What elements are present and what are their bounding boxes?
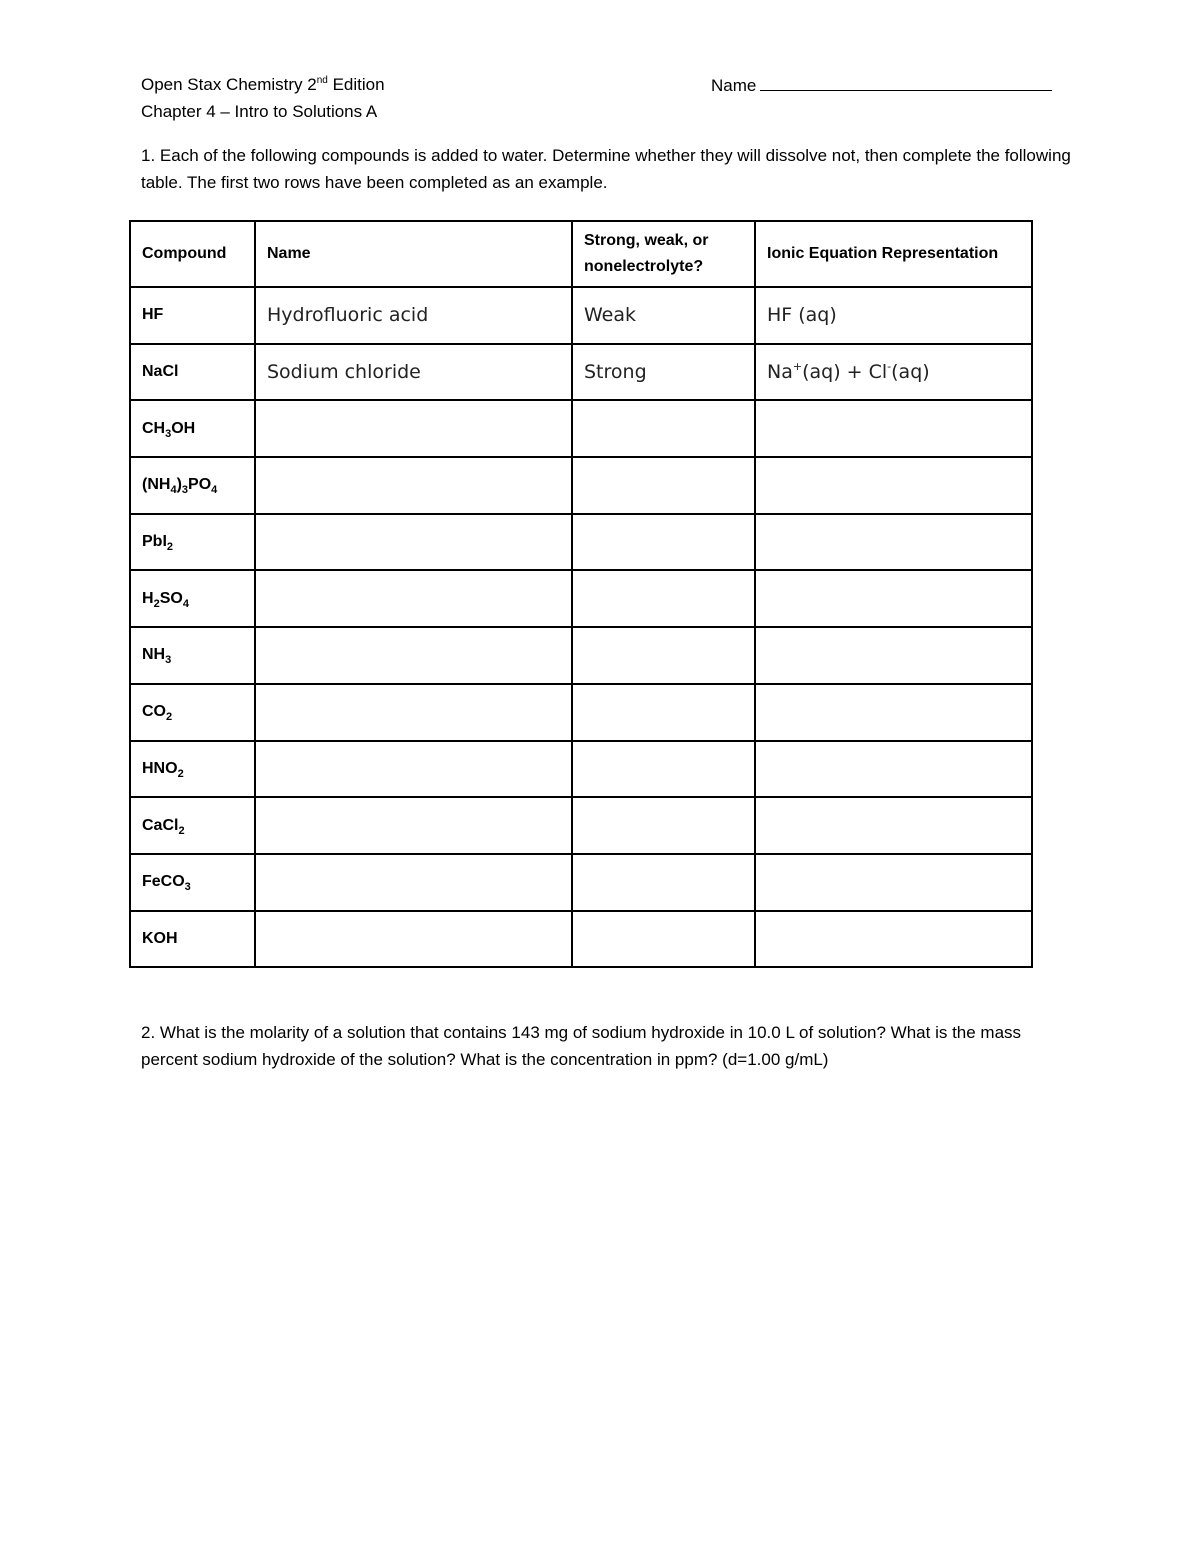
compound-cell: $CO_2$	[130, 684, 255, 741]
header-compound: Compound	[130, 221, 255, 287]
equation-cell[interactable]: HF (aq)	[755, 287, 1032, 344]
table-row	[130, 400, 1032, 457]
compound-cell: FeCO$_3$	[130, 854, 255, 911]
question-2	[141, 1019, 1071, 1073]
type-cell[interactable]	[572, 911, 755, 968]
table-row	[130, 457, 1032, 514]
type-cell[interactable]: Strong	[572, 344, 755, 401]
equation-cell[interactable]	[755, 854, 1032, 911]
table-row	[130, 514, 1032, 571]
header-name: Name	[255, 221, 572, 287]
equation-cell[interactable]	[755, 911, 1032, 968]
compound-cell: PbI$_2$	[130, 514, 255, 571]
table-row	[130, 741, 1032, 798]
compound-cell: HF	[130, 287, 255, 344]
name-cell[interactable]	[255, 797, 572, 854]
compound-cell: CaCl$_2$	[130, 797, 255, 854]
type-cell[interactable]	[572, 400, 755, 457]
compound-table	[129, 220, 1033, 968]
compound-cell: $NH_3$	[130, 627, 255, 684]
type-cell[interactable]	[572, 684, 755, 741]
name-cell[interactable]	[255, 570, 572, 627]
equation-cell[interactable]	[755, 400, 1032, 457]
table-row	[130, 684, 1032, 741]
name-cell[interactable]: Hydrofluoric acid	[255, 287, 572, 344]
name-cell[interactable]	[255, 741, 572, 798]
type-cell[interactable]	[572, 457, 755, 514]
type-cell[interactable]: Weak	[572, 287, 755, 344]
compound-cell: NaCl	[130, 344, 255, 401]
equation-cell[interactable]	[755, 514, 1032, 571]
name-field[interactable]	[711, 75, 1052, 96]
header-ionic-equation: Ionic Equation Representation	[755, 221, 1032, 287]
name-cell[interactable]	[255, 514, 572, 571]
table-header-row	[130, 221, 1032, 287]
name-label: Name	[711, 76, 757, 95]
chapter-title: Chapter 4 – Intro to Solutions A	[141, 102, 378, 121]
name-cell[interactable]	[255, 627, 572, 684]
table-row	[130, 854, 1032, 911]
type-cell[interactable]	[572, 797, 755, 854]
type-cell[interactable]	[572, 854, 755, 911]
equation-cell[interactable]	[755, 797, 1032, 854]
table-row	[130, 911, 1032, 968]
equation-cell[interactable]	[755, 570, 1032, 627]
equation-cell[interactable]	[755, 627, 1032, 684]
equation-cell[interactable]	[755, 684, 1032, 741]
name-cell[interactable]	[255, 854, 572, 911]
name-cell[interactable]: Sodium chloride	[255, 344, 572, 401]
name-cell[interactable]	[255, 400, 572, 457]
equation-cell[interactable]	[755, 741, 1032, 798]
table-row	[130, 287, 1032, 344]
table-row	[130, 570, 1032, 627]
equation-cell[interactable]	[755, 457, 1032, 514]
type-cell[interactable]	[572, 741, 755, 798]
question-2-text: 2. What is the molarity of a solution that contains 143 mg of sodium hydroxide in 10.0 L of solution? What is the mass percent sodium hydroxide of the solution? What is the concentration in ppm? (d=1.00 g/mL)	[141, 1023, 1022, 1069]
type-cell[interactable]	[572, 514, 755, 571]
compound-cell: $HNO_2$	[130, 741, 255, 798]
question-1-text: 1. Each of the following compounds is added to water. Determine whether they will dissolve not, then complete the following table. The first two rows have been completed as an example.	[141, 146, 1071, 192]
compound-cell: $H_2SO_4$	[130, 570, 255, 627]
compound-cell: $CH_3OH$	[130, 400, 255, 457]
type-cell[interactable]	[572, 570, 755, 627]
table-row	[130, 627, 1032, 684]
question-1	[141, 142, 1071, 196]
name-cell[interactable]	[255, 457, 572, 514]
equation-cell[interactable]: Na+(aq) + Cl-(aq)	[755, 344, 1032, 401]
table-row	[130, 797, 1032, 854]
header-electrolyte-type: Strong, weak, or nonelectrolyte?	[572, 221, 755, 287]
course-title: Open Stax Chemistry 2nd Edition	[141, 75, 385, 94]
type-cell[interactable]	[572, 627, 755, 684]
name-cell[interactable]	[255, 684, 572, 741]
compound-cell: KOH	[130, 911, 255, 968]
table-row	[130, 344, 1032, 401]
compound-cell: $(NH_4)_3PO_4$	[130, 457, 255, 514]
name-cell[interactable]	[255, 911, 572, 968]
name-blank-line[interactable]	[760, 75, 1052, 91]
